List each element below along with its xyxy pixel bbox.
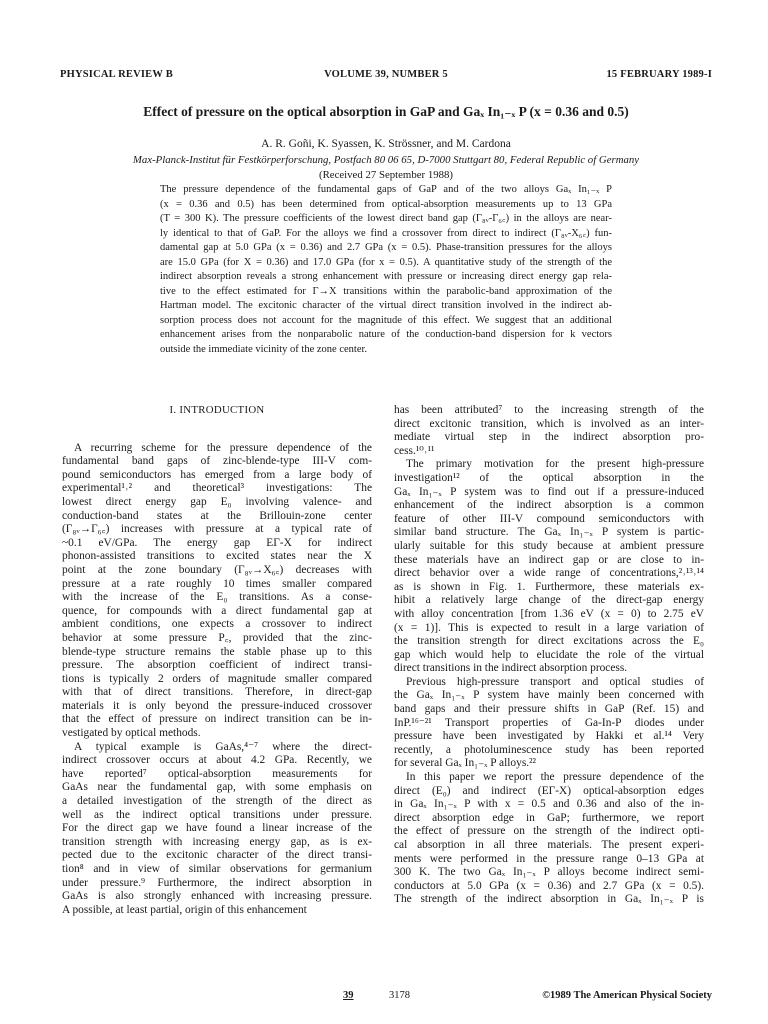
body-text-line: GaAs is also strongly enhanced with increasing pressure. xyxy=(62,890,372,903)
body-text-line: For the direct gap we have found a linear increase of the xyxy=(62,822,372,835)
body-text-line: GaAs near the fundamental gap, with some emphasis on xyxy=(62,781,372,794)
abstract xyxy=(160,183,612,357)
body-text-line: A recurring scheme for the pressure dependence of the xyxy=(74,441,372,454)
body-text-line: feature of other III-V compound semiconductors with xyxy=(394,512,704,525)
body-text-line: the transition strength for direct excitations across the E₀ xyxy=(394,635,704,648)
body-text-line: as is shown in Fig. 1. Furthermore, these materials ex- xyxy=(394,580,704,593)
body-text-line: the Gaₓ In₁₋ₓ P system have mainly been concerned with xyxy=(394,689,704,702)
abstract-line: sorption process does not account for the magnitude of this effect. We suggest that an additional xyxy=(160,314,612,326)
body-text-line: recently, a photoluminescence study has been reported xyxy=(394,743,704,756)
body-text-line: The primary motivation for the present high-pressure xyxy=(406,458,704,471)
body-text-line: tions is typically 2 orders of magnitude smaller compared xyxy=(62,672,372,685)
received-date: (Received 27 September 1988) xyxy=(318,169,454,181)
right-column xyxy=(394,404,704,907)
abstract-line: outside the immediate vicinity of the zone center. xyxy=(160,343,368,355)
body-text-line: direct absorption edge in GaP; furthermore, we report xyxy=(394,811,704,824)
body-text-line: well as the indirect optical transitions under pressure. xyxy=(62,808,372,821)
body-text-line: has been attributed⁷ to the increasing strength of the xyxy=(394,404,704,416)
abstract-line: enhancement arises from the nonparabolic nature of the conduction-band dispersion for k vectors xyxy=(160,329,612,340)
body-text-line: (x = 1)]. This is expected to result in a large variation of xyxy=(394,621,704,634)
body-text-line: pected due to the excitonic character of the direct transi- xyxy=(62,849,372,862)
issue-date: 15 FEBRUARY 1989-I xyxy=(606,69,712,80)
affiliation: Max-Planck-Institut für Festkörperforschung, Postfach 80 06 65, D-7000 Stuttgart 80, Federal Republic of Germany xyxy=(132,154,640,166)
body-text-line: with that of direct transitions. Therefore, in direct-gap xyxy=(62,686,372,699)
section-heading-introduction: I. INTRODUCTION xyxy=(169,404,265,416)
body-text-line: InP.¹⁶⁻²¹ Transport properties of Ga-In-P diodes under xyxy=(394,716,704,729)
body-text-line: direct behavior over a wide range of concentrations,²˒¹³˒¹⁴ xyxy=(394,567,704,580)
body-text-line: point at the zone boundary (Γ₈ᵥ→X₆꜀) decreases with xyxy=(62,563,372,576)
body-text-line: a detailed investigation of the strength of the direct as xyxy=(62,795,372,808)
body-text-line: materials it is only beyond the pressure-induced crossover xyxy=(62,699,372,712)
body-text-line: direct excitonic transition, which is involved as an inter- xyxy=(394,417,704,430)
body-text-line: cal absorption in all three materials. The present experi- xyxy=(394,839,704,851)
body-text-line: (Γ₈ᵥ→Γ₆꜀) increases with pressure at a typical rate of xyxy=(62,523,372,536)
body-text-line: ments were performed in the pressure range 0–13 GPa at xyxy=(394,852,704,865)
body-text-line: hibit a relatively large change of the direct-gap energy xyxy=(394,594,704,607)
body-text-line: with the increase of the E₀ transitions. As a conse- xyxy=(62,591,372,604)
abstract-line: (x = 0.36 and 0.5) has been determined from optical-absorption measurements up to 13 GPa xyxy=(160,198,612,210)
body-text-line: investigation¹² of the optical absorption in the xyxy=(394,471,704,484)
abstract-line: tive to the effect estimated for Γ→X transitions within the parabolic-band approximation of the xyxy=(160,285,612,297)
body-text-line: ambient conditions, one expects a crossover to indirect xyxy=(62,618,372,631)
body-text-line: behavior at some pressure P꜀, provided that the zinc- xyxy=(62,631,372,644)
body-text-line: under pressure.⁹ Furthermore, the indirect absorption in xyxy=(62,876,372,889)
body-text-line: that the effect of pressure on indirect transition can be in- xyxy=(62,713,372,726)
body-text-line: direct transitions in the indirect absorption process. xyxy=(394,662,628,675)
body-text-line: band gaps and their pressure shifts in GaP (Ref. 15) and xyxy=(394,703,704,716)
body-text-line: A typical example is GaAs,⁴⁻⁷ where the direct- xyxy=(74,740,372,753)
abstract-line: ly identical to that of GaP. For the alloys we find a crossover from direct to indirect (Γ₈ᵥ-X₆꜀) fun- xyxy=(160,227,612,239)
abstract-line: indirect absorption reveals a strong enhancement with pressure or increasing direct energy gap rela- xyxy=(160,271,612,282)
abstract-line: damental gap at 5.0 GPa (x = 0.36) and 2.7 GPa (x = 0.5). Phase-transition pressures for the alloys xyxy=(160,242,612,253)
body-text-line: tion⁸ and in view of similar observations for germanium xyxy=(62,863,372,875)
article-title: Effect of pressure on the optical absorption in GaP and Gaₓ In₁₋ₓ P (x = 0.36 and 0.5) xyxy=(143,104,629,119)
body-text-line: Gaₓ In₁₋ₓ P system was to find out if a pressure-induced xyxy=(394,485,704,498)
body-text-line: fundamental band gaps of zinc-blende-type III-V com- xyxy=(62,455,372,468)
volume-info: VOLUME 39, NUMBER 5 xyxy=(324,69,448,80)
body-text-line: direct (E₀) and indirect (EΓ-X) optical-absorption edges xyxy=(394,784,704,797)
body-text-line: transition strength with increasing energy gap, as is ex- xyxy=(62,835,372,848)
copyright: ©1989 The American Physical Society xyxy=(542,990,712,1001)
body-text-line: for several Gaₓ In₁₋ₓ P alloys.²² xyxy=(394,757,536,770)
body-text-line: pressure at a rate roughly 10 times smaller compared xyxy=(62,577,372,590)
body-text-line: lowest direct energy gap E₀ involving valence- and xyxy=(62,495,372,508)
body-text-line: pressure. The absorption coefficient of indirect transi- xyxy=(62,659,372,672)
body-text-line: pound semiconductors has emerged from a large body of xyxy=(62,468,372,481)
left-column xyxy=(62,404,372,917)
body-text-line: A possible, at least partial, origin of this enhancement xyxy=(62,903,307,916)
body-text-line: enhancement of the indirect absorption is a common xyxy=(394,499,704,512)
body-text-line: vestigated by optical methods. xyxy=(62,727,201,740)
page-number: 3178 xyxy=(389,990,410,1001)
abstract-line: (T = 300 K). The pressure coefficients of the lowest direct band gap (Γ₈ᵥ-Γ₆꜀) in the alloys are near- xyxy=(160,213,612,224)
body-text-line: quence, for compounds with a direct fundamental gap at xyxy=(62,604,372,617)
body-text-line: experimental¹˒² and theoretical³ investigations: The xyxy=(62,482,372,495)
body-text-line: in Gaₓ In₁₋ₓ P with x = 0.5 and 0.36 and also of the in- xyxy=(394,798,704,811)
running-header xyxy=(60,69,712,85)
abstract-line: The pressure dependence of the fundamental gaps of GaP and of the two alloys Gaₓ In₁₋ₓ P xyxy=(160,184,612,195)
volume-number: 39 xyxy=(343,990,354,1001)
body-text-line: these materials have an indirect gap or are close to in- xyxy=(394,553,704,566)
body-text-line: The strength of the indirect absorption in Gaₓ In₁₋ₓ P is xyxy=(394,893,704,906)
page-footer xyxy=(60,990,712,1006)
author-list: A. R. Goñi, K. Syassen, K. Strössner, and M. Cardona xyxy=(261,138,511,150)
body-text-line: indirect crossover occurs at about 4.2 GPa. Recently, we xyxy=(62,754,372,767)
body-text-line: blende-type structure remains the stable phase up to this xyxy=(62,645,372,658)
body-text-line: cess.¹⁰˒¹¹ xyxy=(394,444,435,457)
body-text-line: Previous high-pressure transport and optical studies of xyxy=(406,675,704,688)
body-text-line: In this paper we report the pressure dependence of the xyxy=(406,771,704,784)
body-text-line: similar band structure. The Gaₓ In₁₋ₓ P system is partic- xyxy=(394,526,704,539)
body-text-line: mediate virtual step in the indirect absorption pro- xyxy=(394,431,704,444)
body-text-line: conductors at 5.0 GPa (x = 0.36) and 2.7 GPa (x = 0.5). xyxy=(394,879,704,892)
body-text-line: with alloy concentration [from 1.36 eV (x = 0) to 2.75 eV xyxy=(394,607,704,620)
body-text-line: the effect of pressure on the strength of the indirect opti- xyxy=(394,825,704,838)
body-text-line: 300 K. The two Gaₓ In₁₋ₓ P alloys become indirect semi- xyxy=(394,866,704,879)
journal-name: PHYSICAL REVIEW B xyxy=(60,69,173,80)
body-text-line: ularly suitable for this study because at ambient pressure xyxy=(394,539,704,552)
body-text-line: conduction-band states at the Brillouin-zone center xyxy=(62,509,372,522)
body-text-line: pressure have been investigated by Hakki et al.¹⁴ Very xyxy=(394,730,704,743)
body-text-line: have reported⁷ optical-absorption measurements for xyxy=(62,767,372,780)
abstract-line: are 15.0 GPa (for X = 0.36) and 17.0 GPa (for x = 0.5). A quantitative study of the strength of the xyxy=(160,256,612,268)
body-text-line: ~0.1 eV/GPa. The energy gap EΓ-X for indirect xyxy=(62,536,372,549)
abstract-line: Hartman model. The excitonic character of the virtual direct transition involved in the indirect ab- xyxy=(160,300,612,311)
body-text-line: phonon-assisted transitions to excited states near the X xyxy=(62,550,372,563)
body-text-line: gap which would help to elucidate the role of the virtual xyxy=(394,648,704,661)
